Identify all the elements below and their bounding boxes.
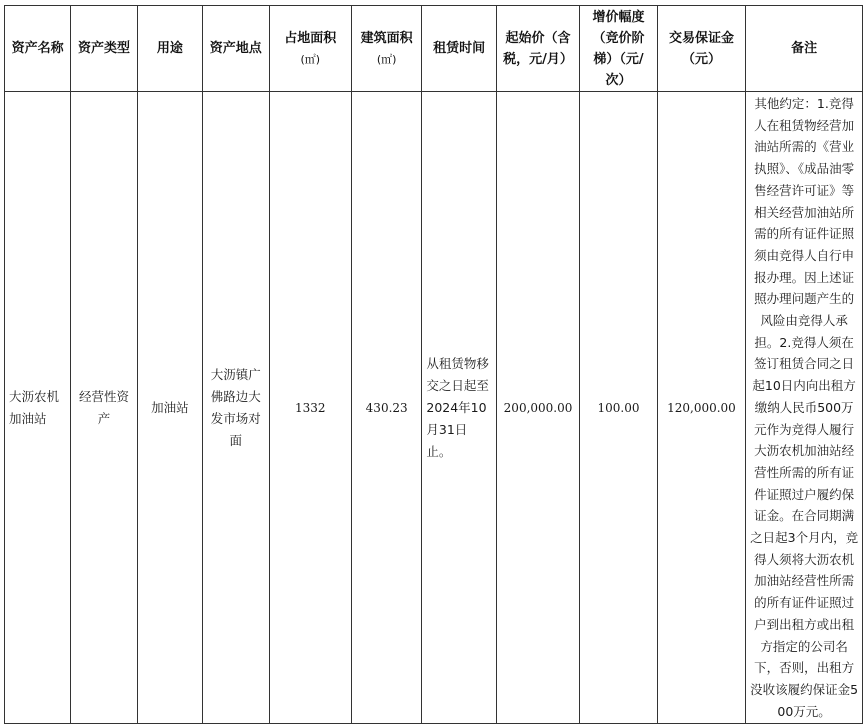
table-row	[5, 92, 863, 724]
header-asset-name: 资产名称	[5, 6, 71, 92]
header-start-price: 起始价（含税，元/月）	[496, 6, 579, 92]
header-usage: 用途	[137, 6, 202, 92]
header-deposit: 交易保证金（元）	[657, 6, 746, 92]
header-remarks: 备注	[746, 6, 863, 92]
header-building-area	[351, 6, 421, 92]
header-location: 资产地点	[203, 6, 269, 92]
header-increment: 增价幅度（竞价阶梯）（元/次）	[580, 6, 657, 92]
cell-lease-period: 从租赁物移交之日起至2024年10月31日止。	[422, 92, 496, 724]
header-lease-period: 租赁时间	[422, 6, 496, 92]
cell-asset-type: 经营性资产	[71, 92, 137, 724]
cell-land-area: 1332	[269, 92, 351, 724]
cell-remarks: 其他约定：1.竞得人在租赁物经营加油站所需的《营业执照》、《成品油零售经营许可证》等相关经营加油站所需的所有证件证照须由竞得人自行申报办理。因上述证照办理问题产生的风险由竞得人承担。2.竞得人须在签订租赁合同之日起10日内向出租方缴纳人民币500万元作为竞得人履行大沥农机加油站经营性所需的所有证件证照过户履约保证金。在合同期满之日起3个月内，竞得人须将大沥农机加油站经营性所需的所有证件证照过户到出租方或出租方指定的公司名下，否则，出租方没收该履约保证金500万元。	[746, 92, 863, 724]
header-row	[5, 6, 863, 92]
cell-start-price: 200,000.00	[496, 92, 579, 724]
header-land-area	[269, 6, 351, 92]
header-land-area-label: 占地面积	[284, 30, 337, 46]
cell-usage: 加油站	[137, 92, 202, 724]
cell-building-area: 430.23	[351, 92, 421, 724]
header-asset-type: 资产类型	[71, 6, 137, 92]
cell-increment: 100.00	[580, 92, 657, 724]
asset-lease-table	[4, 5, 863, 724]
cell-location: 大沥镇广佛路边大发市场对面	[203, 92, 269, 724]
header-building-area-label: 建筑面积	[360, 30, 413, 46]
cell-deposit: 120,000.00	[657, 92, 746, 724]
cell-asset-name: 大沥农机加油站	[5, 92, 71, 724]
header-building-area-unit: (㎡)	[376, 52, 397, 66]
header-land-area-unit: (㎡)	[300, 52, 321, 66]
